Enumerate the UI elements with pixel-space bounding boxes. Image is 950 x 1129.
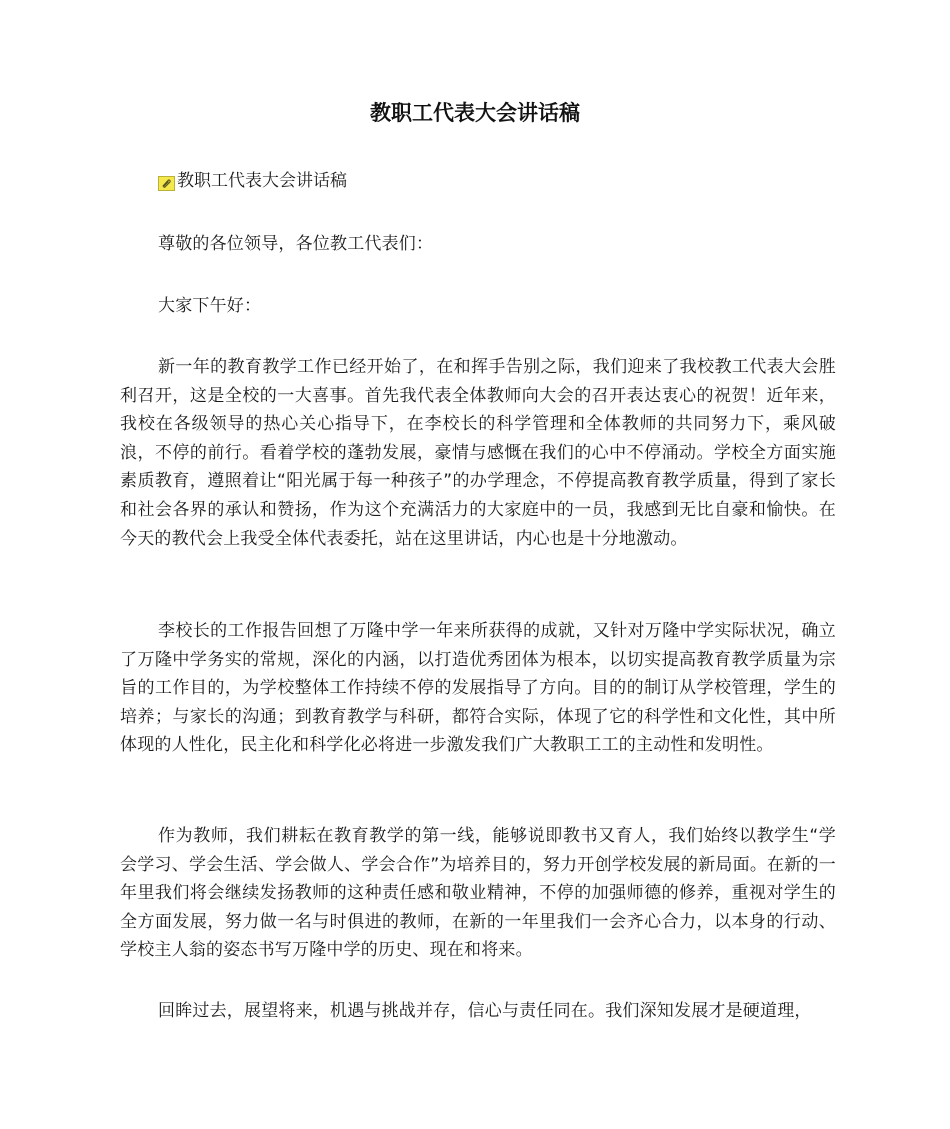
body-paragraph-3: 作为教师，我们耕耘在教育教学的第一线，能够说即教书又育人，我们始终以教学生“学会学习、学会生活、学会做人、学会合作”为培养目的，努力开创学校发展的新局面。在新的一年里我们将会继续发扬教师的这种责任感和敬业精神，不停的加强师德的修养，重视对学生的全方面发展，努力做一名与时俱进的教师，在新的一年里我们一会齐心合力，以本身的行动、学校主人翁的姿态书写万隆中学的历史、现在和将来。 <box>120 826 836 961</box>
salutation-paragraph: 尊敬的各位领导，各位教工代表们： <box>158 234 434 254</box>
body-paragraph-1: 新一年的教育教学工作已经开始了，在和挥手告别之际，我们迎来了我校教工代表大会胜利召开，这是全校的一大喜事。首先我代表全体教师向大会的召开表达衷心的祝贺！近年来，我校在各级领导的热心关心指导下，在李校长的科学管理和全体教师的共同努力下，乘风破浪，不停的前行。看着学校的蓬勃发展，豪情与感慨在我们的心中不停涌动。学校全方面实施素质教育，遵照着让“阳光属于每一种孩子”的办学理念，不停提高教育教学质量，得到了家长和社会各界的承认和赞扬，作为这个充满活力的大家庭中的一员，我感到无比自豪和愉快。在今天的教代会上我受全体代表委托，站在这里讲话，内心也是十分地激动。 <box>120 357 836 549</box>
body-paragraph-2: 李校长的工作报告回想了万隆中学一年来所获得的成就，又针对万隆中学实际状况，确立了万隆中学务实的常规，深化的内涵，以打造优秀团体为根本，以切实提高教育教学质量为宗旨的工作目的，为学校整体工作持续不停的发展指导了方向。目的的制订从学校管理，学生的培养；与家长的沟通；到教育教学与科研，都符合实际，体现了它的科学性和文化性，其中所体现的人性化，民主化和科学化必将进一步激发我们广大教职工工的主动性和发明性。 <box>120 621 836 756</box>
attachment-file-icon <box>158 173 175 188</box>
body-paragraph-4: 回眸过去，展望将来，机遇与挑战并存，信心与责任同在。我们深知发展才是硬道理， <box>158 1001 812 1021</box>
embedded-file-link[interactable] <box>158 168 347 194</box>
embedded-file-label: 教职工代表大会讲话稿 <box>177 171 347 191</box>
document-title: 教职工代表大会讲话稿 <box>370 101 580 125</box>
greeting-paragraph: 大家下午好： <box>158 296 262 316</box>
